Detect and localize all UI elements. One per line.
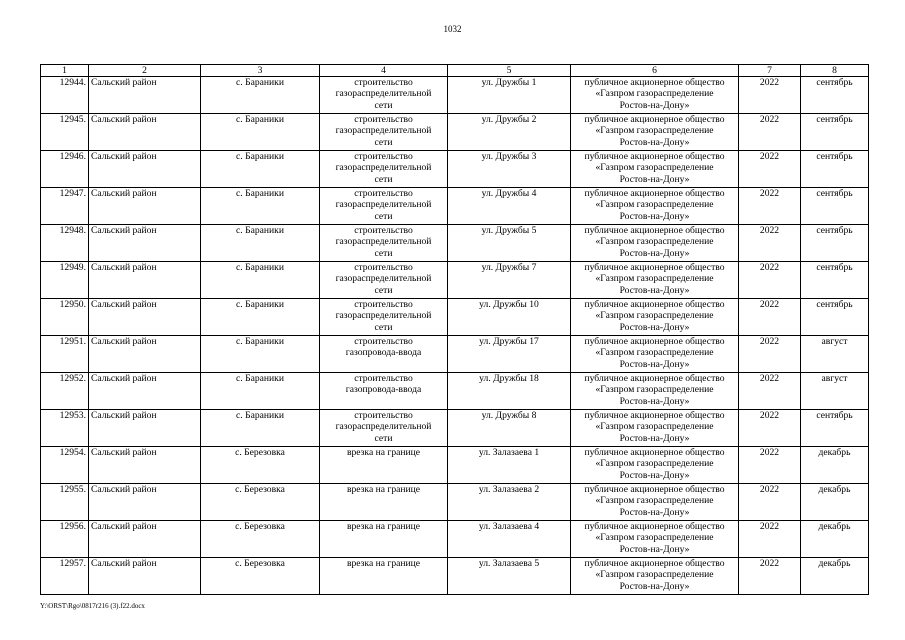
table-row [41,410,869,447]
cell-address: ул. Дружбы 17 [448,336,571,373]
col-header-address: 5 [448,65,571,77]
cell-number: 12949. [41,262,89,299]
col-header-settlement: 3 [201,65,320,77]
cell-organization: публичное акционерное общество «Газпром газораспределение Ростов-на-Дону» [571,558,739,595]
table-row [41,373,869,410]
cell-settlement: с. Березовка [201,447,320,484]
cell-district: Сальский район [89,114,201,151]
gas-works-table [40,64,869,595]
cell-work-type: врезка на границе [320,558,448,595]
cell-organization: публичное акционерное общество «Газпром газораспределение Ростов-на-Дону» [571,262,739,299]
cell-month: сентябрь [801,188,869,225]
cell-district: Сальский район [89,410,201,447]
col-header-number: 1 [41,65,89,77]
table-row [41,77,869,114]
table-row [41,447,869,484]
cell-organization: публичное акционерное общество «Газпром газораспределение Ростов-на-Дону» [571,225,739,262]
cell-number: 12953. [41,410,89,447]
table-row [41,558,869,595]
cell-month: декабрь [801,447,869,484]
cell-work-type: строительство газораспределительной сети [320,410,448,447]
cell-number: 12948. [41,225,89,262]
cell-organization: публичное акционерное общество «Газпром газораспределение Ростов-на-Дону» [571,484,739,521]
cell-address: ул. Дружбы 8 [448,410,571,447]
cell-settlement: с. Бараники [201,77,320,114]
cell-work-type: врезка на границе [320,447,448,484]
cell-month: сентябрь [801,225,869,262]
cell-organization: публичное акционерное общество «Газпром газораспределение Ростов-на-Дону» [571,299,739,336]
cell-organization: публичное акционерное общество «Газпром газораспределение Ростов-на-Дону» [571,336,739,373]
cell-district: Сальский район [89,484,201,521]
cell-district: Сальский район [89,151,201,188]
cell-year: 2022 [739,188,801,225]
cell-settlement: с. Бараники [201,114,320,151]
table-row [41,225,869,262]
cell-organization: публичное акционерное общество «Газпром газораспределение Ростов-на-Дону» [571,410,739,447]
cell-district: Сальский район [89,447,201,484]
col-header-organization: 6 [571,65,739,77]
cell-year: 2022 [739,521,801,558]
table-body [41,77,869,595]
cell-number: 12946. [41,151,89,188]
cell-work-type: врезка на границе [320,521,448,558]
cell-number: 12956. [41,521,89,558]
cell-year: 2022 [739,336,801,373]
cell-organization: публичное акционерное общество «Газпром газораспределение Ростов-на-Дону» [571,447,739,484]
table-row [41,114,869,151]
cell-month: сентябрь [801,114,869,151]
col-header-district: 2 [89,65,201,77]
cell-settlement: с. Бараники [201,336,320,373]
cell-district: Сальский район [89,225,201,262]
cell-month: декабрь [801,558,869,595]
cell-organization: публичное акционерное общество «Газпром газораспределение Ростов-на-Дону» [571,521,739,558]
cell-year: 2022 [739,151,801,188]
cell-year: 2022 [739,77,801,114]
table-row [41,151,869,188]
cell-work-type: строительство газораспределительной сети [320,188,448,225]
cell-district: Сальский район [89,77,201,114]
cell-work-type: строительство газопровода-ввода [320,336,448,373]
cell-settlement: с. Бараники [201,373,320,410]
cell-organization: публичное акционерное общество «Газпром газораспределение Ростов-на-Дону» [571,114,739,151]
page-number: 1032 [443,24,462,34]
cell-year: 2022 [739,558,801,595]
cell-year: 2022 [739,225,801,262]
cell-year: 2022 [739,299,801,336]
cell-district: Сальский район [89,336,201,373]
cell-number: 12947. [41,188,89,225]
cell-year: 2022 [739,447,801,484]
cell-work-type: строительство газопровода-ввода [320,373,448,410]
cell-year: 2022 [739,262,801,299]
cell-address: ул. Дружбы 10 [448,299,571,336]
cell-settlement: с. Бараники [201,262,320,299]
cell-number: 12955. [41,484,89,521]
cell-work-type: строительство газораспределительной сети [320,151,448,188]
cell-address: ул. Залазаева 4 [448,521,571,558]
table-row [41,336,869,373]
cell-month: сентябрь [801,77,869,114]
cell-year: 2022 [739,484,801,521]
cell-settlement: с. Березовка [201,521,320,558]
cell-month: сентябрь [801,262,869,299]
cell-work-type: строительство газораспределительной сети [320,262,448,299]
cell-address: ул. Дружбы 1 [448,77,571,114]
cell-address: ул. Дружбы 2 [448,114,571,151]
cell-district: Сальский район [89,299,201,336]
cell-district: Сальский район [89,188,201,225]
col-header-work-type: 4 [320,65,448,77]
cell-address: ул. Дружбы 3 [448,151,571,188]
cell-settlement: с. Березовка [201,484,320,521]
cell-settlement: с. Березовка [201,558,320,595]
cell-number: 12950. [41,299,89,336]
cell-organization: публичное акционерное общество «Газпром газораспределение Ростов-на-Дону» [571,77,739,114]
cell-year: 2022 [739,410,801,447]
cell-work-type: строительство газораспределительной сети [320,299,448,336]
cell-work-type: врезка на границе [320,484,448,521]
cell-settlement: с. Бараники [201,151,320,188]
cell-work-type: строительство газораспределительной сети [320,225,448,262]
cell-month: декабрь [801,521,869,558]
table-row [41,484,869,521]
cell-month: декабрь [801,484,869,521]
cell-month: сентябрь [801,410,869,447]
cell-address: ул. Залазаева 2 [448,484,571,521]
header-row [41,65,869,77]
cell-district: Сальский район [89,558,201,595]
cell-number: 12951. [41,336,89,373]
cell-address: ул. Дружбы 4 [448,188,571,225]
table-row [41,262,869,299]
cell-year: 2022 [739,114,801,151]
cell-number: 12954. [41,447,89,484]
cell-number: 12944. [41,77,89,114]
cell-settlement: с. Бараники [201,410,320,447]
cell-address: ул. Дружбы 18 [448,373,571,410]
cell-month: август [801,336,869,373]
cell-month: сентябрь [801,151,869,188]
cell-settlement: с. Бараники [201,225,320,262]
cell-address: ул. Залазаева 5 [448,558,571,595]
cell-organization: публичное акционерное общество «Газпром газораспределение Ростов-на-Дону» [571,151,739,188]
col-header-year: 7 [739,65,801,77]
col-header-month: 8 [801,65,869,77]
table-row [41,521,869,558]
cell-number: 12952. [41,373,89,410]
cell-year: 2022 [739,373,801,410]
cell-district: Сальский район [89,262,201,299]
table-row [41,188,869,225]
document-file-path: Y:\ORST\Rgo\0817r216 (3).f22.docx [40,602,145,610]
cell-work-type: строительство газораспределительной сети [320,114,448,151]
cell-district: Сальский район [89,521,201,558]
cell-settlement: с. Бараники [201,299,320,336]
table-row [41,299,869,336]
cell-organization: публичное акционерное общество «Газпром газораспределение Ростов-на-Дону» [571,373,739,410]
cell-organization: публичное акционерное общество «Газпром газораспределение Ростов-на-Дону» [571,188,739,225]
cell-work-type: строительство газораспределительной сети [320,77,448,114]
cell-month: сентябрь [801,299,869,336]
cell-number: 12945. [41,114,89,151]
cell-number: 12957. [41,558,89,595]
cell-address: ул. Дружбы 5 [448,225,571,262]
cell-month: август [801,373,869,410]
cell-address: ул. Дружбы 7 [448,262,571,299]
cell-settlement: с. Бараники [201,188,320,225]
cell-district: Сальский район [89,373,201,410]
cell-address: ул. Залазаева 1 [448,447,571,484]
